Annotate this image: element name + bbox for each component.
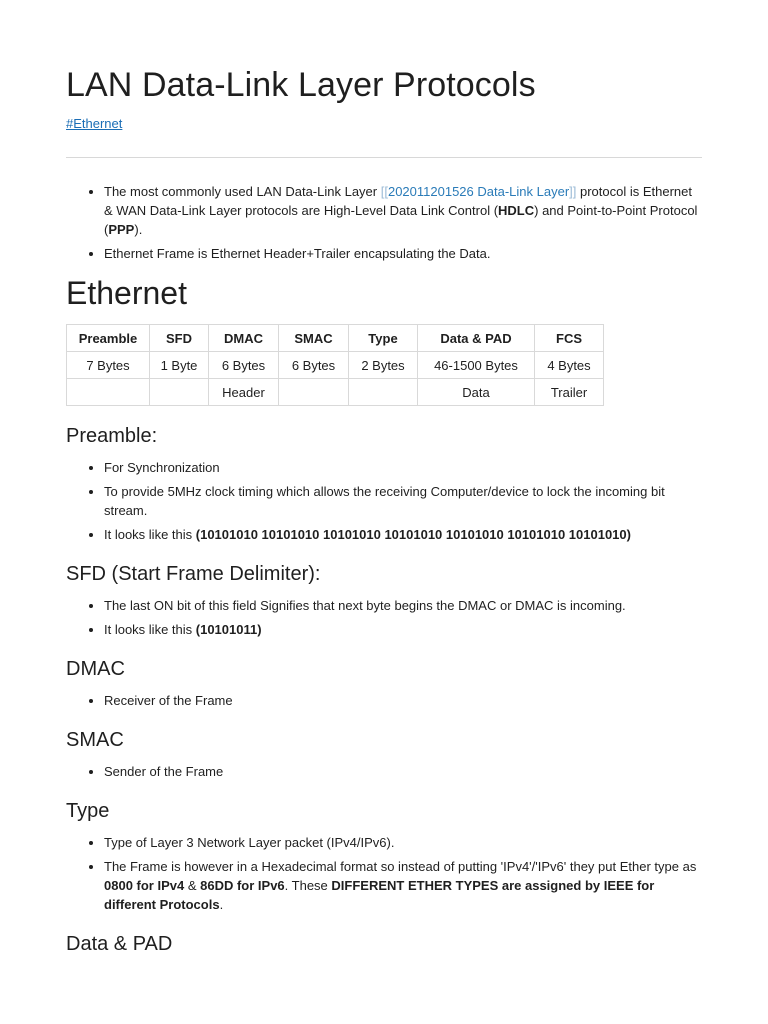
table-cell: Trailer <box>535 379 604 406</box>
intro-list <box>66 182 702 263</box>
table-header-cell: FCS <box>535 325 604 352</box>
table-cell: 6 Bytes <box>209 352 279 379</box>
sfd-heading: SFD (Start Frame Delimiter): <box>66 563 321 585</box>
dmac-list <box>66 691 702 710</box>
table-header-cell: Data & PAD <box>418 325 535 352</box>
ethernet-frame-table <box>66 324 604 406</box>
type-heading: Type <box>66 800 110 822</box>
ethernet-tag-link[interactable]: #Ethernet <box>66 116 123 131</box>
list-item: • The last ON bit of this field Signifies that next byte begins the DMAC or DMAC is incoming. <box>104 596 702 615</box>
table-cell: 4 Bytes <box>535 352 604 379</box>
table-header-cell: SFD <box>150 325 209 352</box>
list-item: • The Frame is however in a Hexadecimal format so instead of putting 'IPv4'/'IPv6' they put Ether type as 0800 for IPv4 & 86DD for IPv6. These DIFFERENT ETHER TYPES are assigned by IEEE for different Protocols. <box>104 857 702 914</box>
list-item: • For Synchronization <box>104 458 702 477</box>
list-item: • To provide 5MHz clock timing which allows the receiving Computer/device to lock the incoming bit stream. <box>104 482 702 520</box>
list-item: • Receiver of the Frame <box>104 691 702 710</box>
list-item: • It looks like this (10101011) <box>104 620 702 639</box>
smac-heading: SMAC <box>66 729 124 751</box>
sfd-list <box>66 596 702 639</box>
list-item: • It looks like this (10101010 10101010 10101010 10101010 10101010 10101010 10101010) <box>104 525 702 544</box>
list-item: • Type of Layer 3 Network Layer packet (IPv4/IPv6). <box>104 833 702 852</box>
table-cell: Data <box>418 379 535 406</box>
table-cell: 46-1500 Bytes <box>418 352 535 379</box>
preamble-heading: Preamble: <box>66 425 158 447</box>
data-pad-heading: Data & PAD <box>66 933 173 955</box>
table-header-row <box>67 325 604 352</box>
dmac-heading: DMAC <box>66 658 125 680</box>
table-cell <box>67 379 150 406</box>
wikilink-close-bracket: ]] <box>569 184 577 199</box>
intro-bullet-1: • The most commonly used LAN Data-Link Layer [[202011201526 Data-Link Layer]] protocol is Ethernet & WAN Data-Link Layer protocols are High-Level Data Link Control (HDLC) and Point-to-Point Protocol (PPP). <box>104 182 702 239</box>
table-cell: Header <box>209 379 279 406</box>
table-header-cell: Type <box>349 325 418 352</box>
smac-list <box>66 762 702 781</box>
page-title: LAN Data-Link Layer Protocols <box>66 66 536 104</box>
table-cell: 1 Byte <box>150 352 209 379</box>
ethernet-heading: Ethernet <box>66 275 187 311</box>
table-header-cell: Preamble <box>67 325 150 352</box>
type-list <box>66 833 702 914</box>
wikilink-open-bracket: [[ <box>380 184 388 199</box>
intro-bullet-2: • Ethernet Frame is Ethernet Header+Trailer encapsulating the Data. <box>104 244 702 263</box>
preamble-list <box>66 458 702 544</box>
table-cell <box>279 379 349 406</box>
table-cell <box>349 379 418 406</box>
table-row <box>67 379 604 406</box>
table-row <box>67 352 604 379</box>
table-cell: 7 Bytes <box>67 352 150 379</box>
table-cell: 2 Bytes <box>349 352 418 379</box>
table-header-cell: SMAC <box>279 325 349 352</box>
data-link-layer-link[interactable]: 202011201526 Data-Link Layer <box>387 184 570 199</box>
table-cell <box>150 379 209 406</box>
list-item: • Sender of the Frame <box>104 762 702 781</box>
title-divider <box>66 157 702 158</box>
table-cell: 6 Bytes <box>279 352 349 379</box>
table-header-cell: DMAC <box>209 325 279 352</box>
